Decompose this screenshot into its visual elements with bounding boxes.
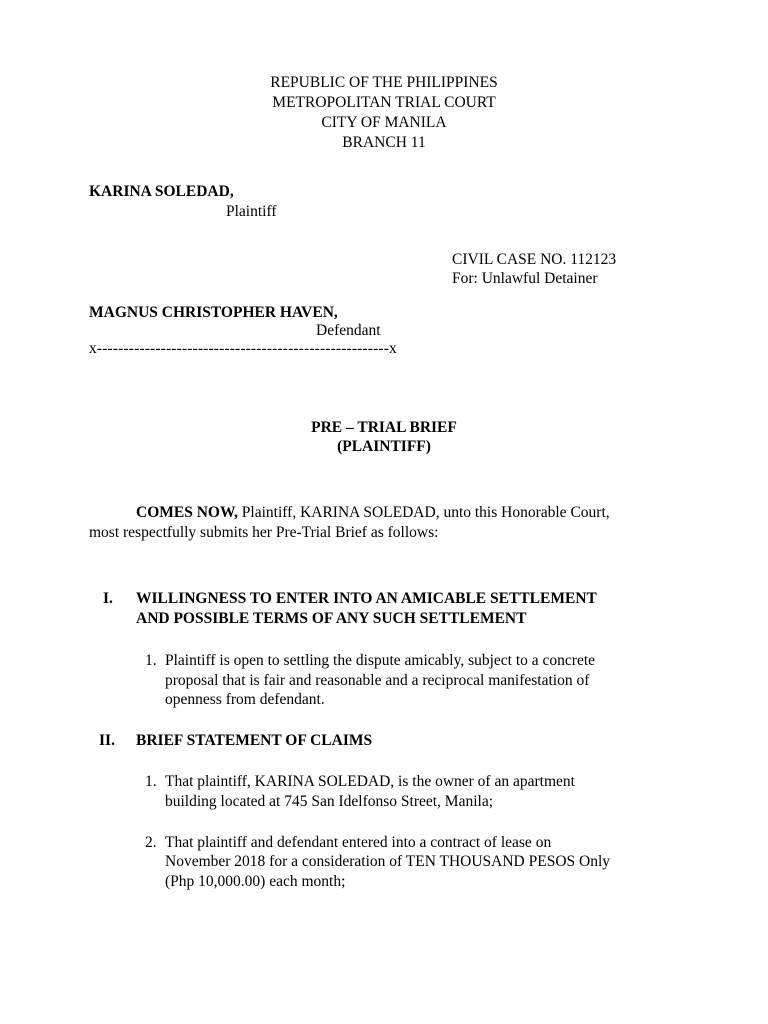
section-2-item-2-line-3: (Php 10,000.00) each month; [165, 873, 346, 890]
section-1-numeral: I. [103, 590, 113, 607]
header-branch: BRANCH 11 [342, 134, 426, 151]
header-republic: REPUBLIC OF THE PHILIPPINES [270, 74, 498, 91]
document-subtitle: (PLAINTIFF) [337, 438, 431, 455]
section-2-item-1-number: 1. [145, 773, 157, 790]
intro-line-1-text: Plaintiff, KARINA SOLEDAD, unto this Honorable Court, [237, 504, 610, 521]
defendant-name: MAGNUS CHRISTOPHER HAVEN, [89, 304, 338, 321]
section-2-item-2-line-2: November 2018 for a consideration of TEN THOUSAND PESOS Only [165, 853, 611, 870]
section-1-item-1-number: 1. [145, 652, 157, 669]
section-1-item-1-line-3: openness from defendant. [165, 691, 325, 708]
intro-line-1 [136, 503, 610, 523]
header-court: METROPOLITAN TRIAL COURT [272, 94, 496, 111]
caption-separator: x-------------------------------------------------------x [89, 340, 397, 357]
plaintiff-label: Plaintiff [226, 203, 277, 220]
defendant-label: Defendant [316, 322, 381, 339]
case-nature: For: Unlawful Detainer [452, 270, 598, 287]
section-2-item-2-line-1: That plaintiff and defendant entered into a contract of lease on [165, 834, 552, 851]
case-number: CIVIL CASE NO. 112123 [452, 251, 617, 268]
section-1-item-1-line-1: Plaintiff is open to settling the dispute amicably, subject to a concrete [165, 652, 596, 669]
section-2-item-1-line-2: building located at 745 San Idelfonso Street, Manila; [165, 793, 494, 810]
section-2-numeral: II. [99, 732, 115, 749]
header-city: CITY OF MANILA [321, 114, 447, 131]
section-1-item-1-line-2: proposal that is fair and reasonable and a reciprocal manifestation of [165, 672, 590, 689]
intro-lead: COMES NOW, [136, 504, 238, 521]
intro-line-2: most respectfully submits her Pre-Trial Brief as follows: [89, 524, 439, 541]
section-1-heading-line-2: AND POSSIBLE TERMS OF ANY SUCH SETTLEMENT [136, 610, 527, 627]
section-2-item-1-line-1: That plaintiff, KARINA SOLEDAD, is the owner of an apartment [165, 773, 575, 790]
document-title: PRE – TRIAL BRIEF [311, 419, 457, 436]
section-2-item-2-number: 2. [145, 834, 157, 851]
section-1-heading-line-1: WILLINGNESS TO ENTER INTO AN AMICABLE SETTLEMENT [136, 590, 597, 607]
plaintiff-name: KARINA SOLEDAD, [89, 183, 234, 200]
section-2-heading: BRIEF STATEMENT OF CLAIMS [136, 732, 373, 749]
